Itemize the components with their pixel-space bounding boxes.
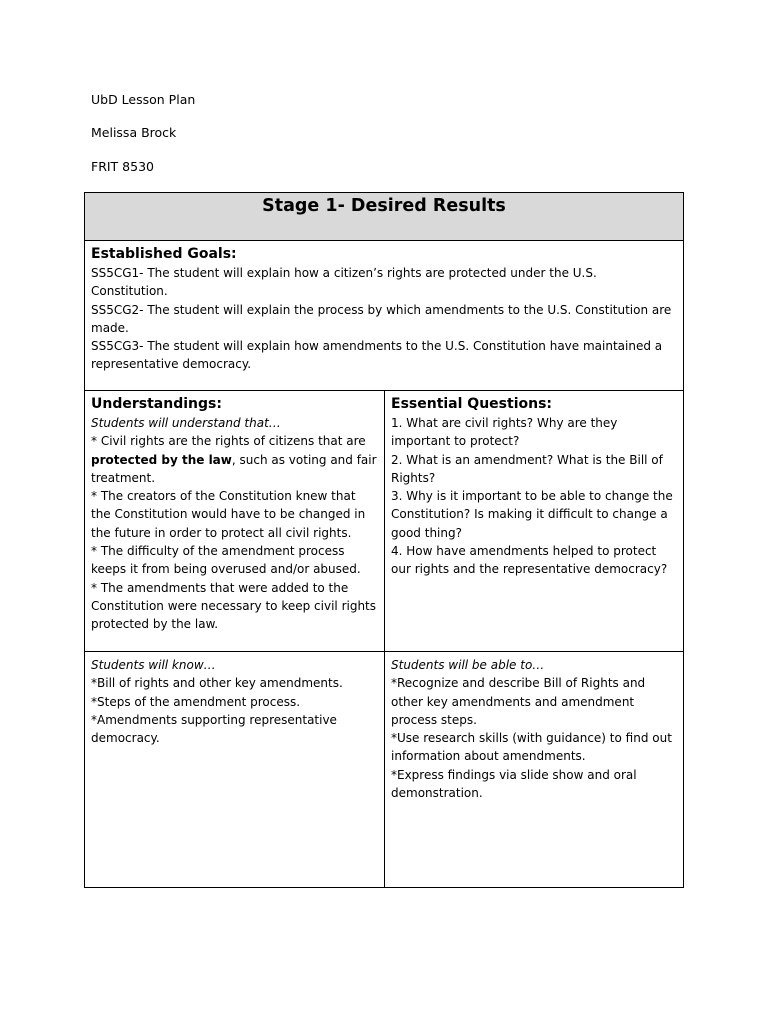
understandings-intro: Students will understand that…	[91, 416, 281, 430]
understanding-item-emphasis: protected by the law	[91, 452, 232, 467]
understandings-questions-row	[85, 391, 683, 651]
knowledge-skills-row	[85, 651, 683, 888]
knowledge-item: *Steps of the amendment process.	[91, 694, 301, 709]
question-item: 4. How have amendments helped to protect our rights and the representative democracy?	[391, 544, 668, 577]
question-item: 3. Why is it important to be able to change the Constitution? Is making it difficult to change a good thing?	[391, 489, 673, 540]
understanding-item-text: , such as voting and fair treatment.	[91, 452, 377, 485]
document-type-label: UbD Lesson Plan	[91, 92, 196, 107]
essential-questions-heading: Essential Questions:	[391, 396, 553, 412]
students-will-be-able-section	[385, 652, 683, 888]
understanding-item: * The amendments that were added to the Constitution were necessary to keep civil rights protected by the law.	[91, 580, 377, 632]
question-item: 2. What is an amendment? What is the Bill of Rights?	[391, 452, 663, 485]
skill-item: *Recognize and describe Bill of Rights and other key amendments and amendment process steps.	[391, 676, 646, 727]
understandings-section	[85, 391, 385, 651]
understandings-heading: Understandings:	[91, 396, 222, 412]
question-item: 1. What are civil rights? Why are they important to protect?	[391, 416, 618, 449]
students-will-know-intro: Students will know…	[91, 658, 216, 672]
understanding-item	[91, 432, 378, 487]
stage-1-table	[84, 192, 684, 888]
essential-questions-section	[385, 391, 683, 651]
course-code: FRIT 8530	[91, 159, 154, 174]
understanding-item: * The difficulty of the amendment process keeps it from being overused and/or abused.	[91, 544, 361, 577]
goal-item: SS5CG3- The student will explain how amendments to the U.S. Constitution have maintained a representative democracy.	[91, 339, 663, 372]
stage-title-row	[85, 193, 683, 241]
knowledge-item: *Bill of rights and other key amendments.	[91, 676, 343, 691]
students-will-be-able-intro: Students will be able to…	[391, 658, 545, 672]
knowledge-item: *Amendments supporting representative democracy.	[91, 712, 337, 746]
goal-item: SS5CG2- The student will explain the process by which amendments to the U.S. Constitution are made.	[91, 302, 672, 335]
established-goals-section	[85, 241, 683, 391]
established-goals-heading: Established Goals:	[91, 246, 237, 262]
skill-item: *Use research skills (with guidance) to find out information about amendments.	[391, 731, 672, 764]
students-will-know-section	[85, 652, 385, 888]
author-name: Melissa Brock	[91, 125, 177, 140]
stage-title: Stage 1- Desired Results	[262, 196, 506, 216]
understanding-item-text: * Civil rights are the rights of citizens that are	[91, 434, 366, 449]
goal-item: SS5CG1- The student will explain how a citizen’s rights are protected under the U.S. Constitution.	[91, 266, 597, 299]
skill-item: *Express findings via slide show and oral demonstration.	[391, 767, 637, 801]
understanding-item: * The creators of the Constitution knew that the Constitution would have to be changed in the future in order to protect all civil rights.	[91, 489, 366, 540]
